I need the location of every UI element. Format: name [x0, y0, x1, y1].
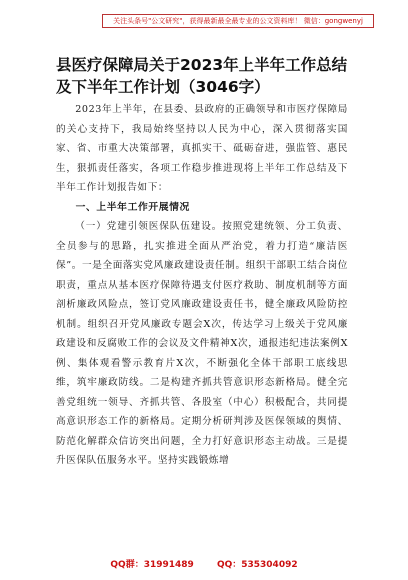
footer-qq: QQ：535304092 [216, 560, 298, 570]
intro-paragraph: 2023年上半年，在县委、县政府的正确领导和市医疗保障局的关心支持下，我局始终坚持以人民为中心，深入贯彻落实国家、省、市重大决策部署，真抓实干、砥砺奋进，强监管、惠民生，狠抓责任落实，各项工作稳步推进现将上半年工作总结及下半年工作计划报告如下： [56, 104, 348, 193]
document-body [56, 100, 348, 471]
footer-qq-group: QQ群：31991489 [110, 560, 194, 570]
section-heading: 一、上半年工作开展情况 [75, 201, 190, 213]
body-paragraph: （一）党建引领医保队伍建设。按照党建统领、分工负责、全员参与的思路，扎实推进全面从严治党，着力打造“廉洁医保”。一是全面落实党风廉政建设责任制。组织干部职工结合岗位职责，重点从基本医疗保障待遇支付医疗救助、制度机制等方面剖析廉政风险点，签订党风廉政建设责任书，健全廉政风险防控机制。组织召开党风廉政专题会X次，传达学习上级关于党风廉政建设和反腐败工作的会议及文件精神X次，通报违纪违法案例X例、集体观看警示教育片X次，不断强化全体干部职工底线思维，筑牢廉政防线。二是构建齐抓共管意识形态新格局。健全完善党组统一领导、齐抓共管、各股室（中心）积极配合，共同提高意识形态工作的新格局。定期分析研判涉及医保领域的舆情、防范化解群众信访突出问题，全力打好意识形态主动战。三是提升医保队伍服务水平。坚持实践锻炼增 [56, 221, 348, 466]
top-banner: 关注头条号"公文研究"，获得最新最全最专业的公文资料库！ 微信：gongwenyj [102, 14, 374, 28]
footer [0, 557, 408, 570]
document-title: 县医疗保障局关于2023年上半年工作总结及下半年工作计划（3046字） [56, 56, 348, 96]
